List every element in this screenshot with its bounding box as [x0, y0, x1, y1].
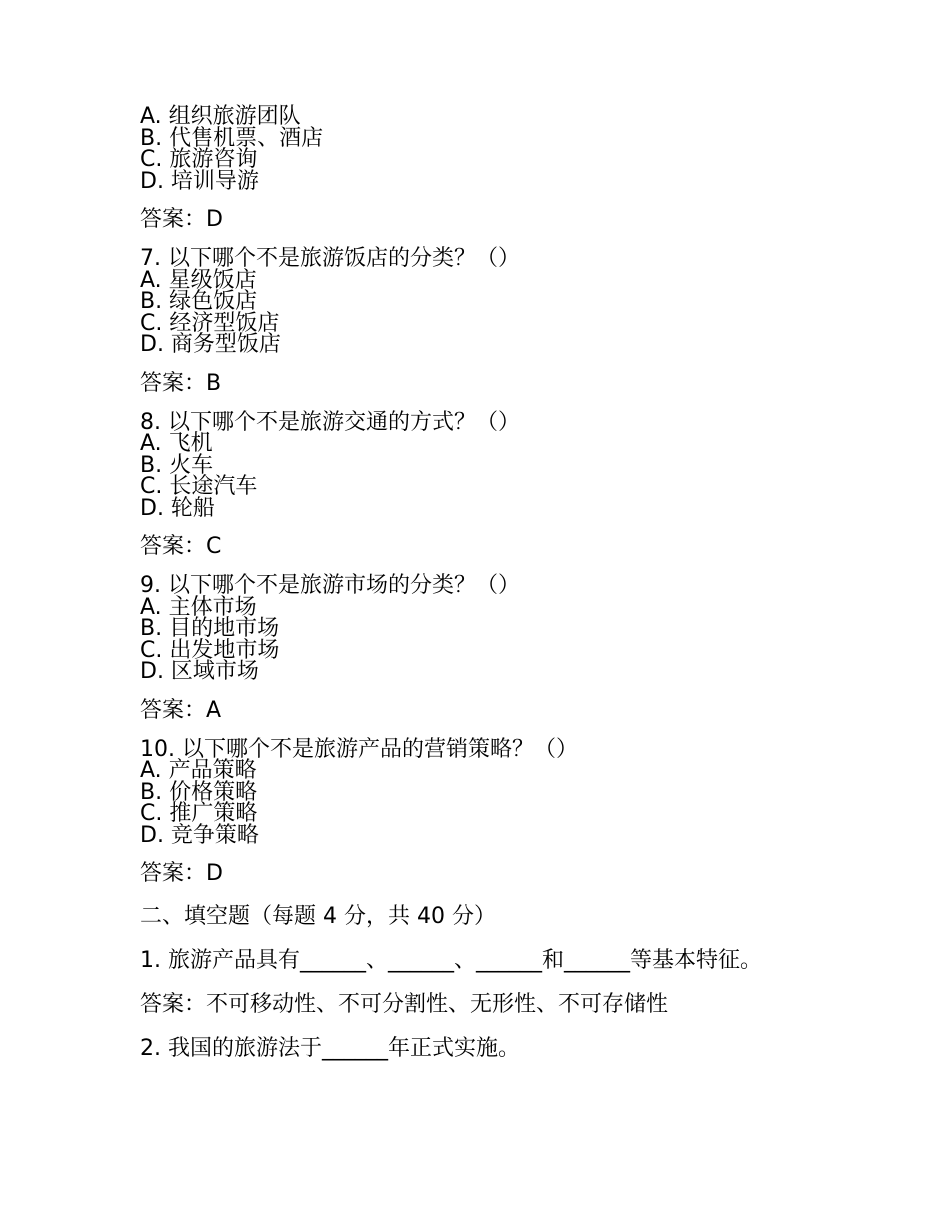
- option-d: D. 培训导游: [140, 168, 259, 194]
- option-b: B. 代售机票、酒店: [140, 125, 324, 151]
- question-text: 10. 以下哪个不是旅游产品的营销策略？（）: [140, 736, 578, 762]
- option-b: B. 目的地市场: [140, 616, 280, 641]
- question-6-options: [140, 106, 920, 192]
- option-c: C. 出发地市场: [140, 637, 280, 663]
- fill-question-1: 1. 旅游产品具有______、______、______和______等基本特征。: [140, 948, 762, 973]
- question-7: [140, 248, 920, 356]
- option-a: A. 组织旅游团队: [140, 104, 301, 129]
- option-b: B. 绿色饭店: [140, 289, 258, 314]
- question-8: [140, 409, 920, 521]
- question-text: 9. 以下哪个不是旅游市场的分类？（）: [140, 573, 520, 598]
- question-10: [140, 736, 920, 848]
- option-b: B. 价格策略: [140, 779, 258, 805]
- fill-answer-1: 答案：不可移动性、不可分割性、无形性、不可存储性: [140, 992, 669, 1017]
- document-content: [140, 106, 920, 1078]
- question-9: [140, 575, 920, 683]
- section-heading: 二、填空题（每题 4 分，共 40 分）: [140, 904, 496, 929]
- option-a: A. 产品策略: [140, 758, 257, 783]
- option-d: D. 商务型饭店: [140, 332, 281, 357]
- option-c: C. 经济型饭店: [140, 310, 280, 336]
- option-d: D. 区域市场: [140, 659, 259, 684]
- question-text: 8. 以下哪个不是旅游交通的方式？（）: [140, 409, 520, 435]
- answer-7: 答案：B: [140, 370, 222, 396]
- option-a: A. 星级饭店: [140, 267, 257, 293]
- option-c: C. 长途汽车: [140, 474, 258, 499]
- answer-9: 答案：A: [140, 697, 222, 723]
- answer-6: 答案：D: [140, 207, 223, 232]
- option-a: A. 飞机: [140, 431, 213, 456]
- question-text: 7. 以下哪个不是旅游饭店的分类？（）: [140, 246, 520, 271]
- answer-8: 答案：C: [140, 534, 222, 559]
- answer-10: 答案：D: [140, 861, 223, 886]
- option-c: C. 旅游咨询: [140, 147, 258, 172]
- option-c: C. 推广策略: [140, 801, 258, 826]
- option-a: A. 主体市场: [140, 594, 257, 620]
- option-d: D. 竞争策略: [140, 822, 259, 848]
- option-b: B. 火车: [140, 452, 214, 478]
- fill-question-2: 2. 我国的旅游法于______年正式实施。: [140, 1036, 520, 1061]
- option-d: D. 轮船: [140, 495, 215, 521]
